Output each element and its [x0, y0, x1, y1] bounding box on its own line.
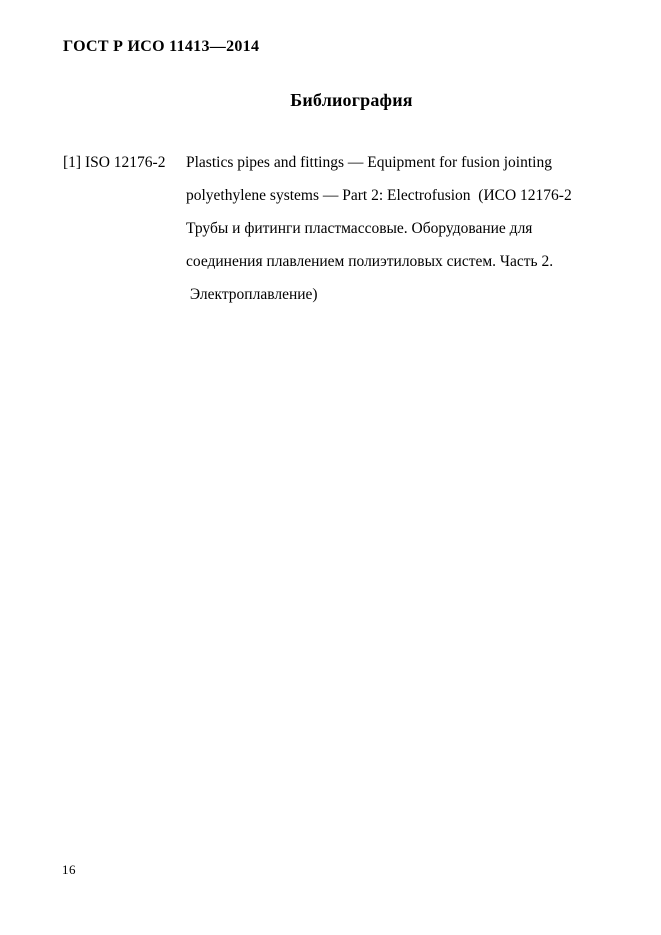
reference-label: [1] ISO 12176-2: [63, 154, 166, 171]
reference-text: [186, 146, 572, 311]
reference-line-2: polyethylene systems — Part 2: Electrofusion (ИСО 12176-2: [186, 187, 572, 204]
document-header: ГОСТ Р ИСО 11413—2014: [63, 38, 260, 55]
page-number: 16: [62, 862, 76, 877]
reference-line-3: Трубы и фитинги пластмассовые. Оборудование для: [186, 220, 533, 237]
reference-line-5: Электроплавление): [186, 286, 318, 303]
reference-line-4: соединения плавлением полиэтиловых систем. Часть 2.: [186, 253, 554, 270]
reference-line-1: Plastics pipes and fittings — Equipment for fusion jointing: [186, 154, 552, 171]
section-title: Библиография: [290, 90, 413, 110]
bibliography-entry: [63, 146, 572, 311]
